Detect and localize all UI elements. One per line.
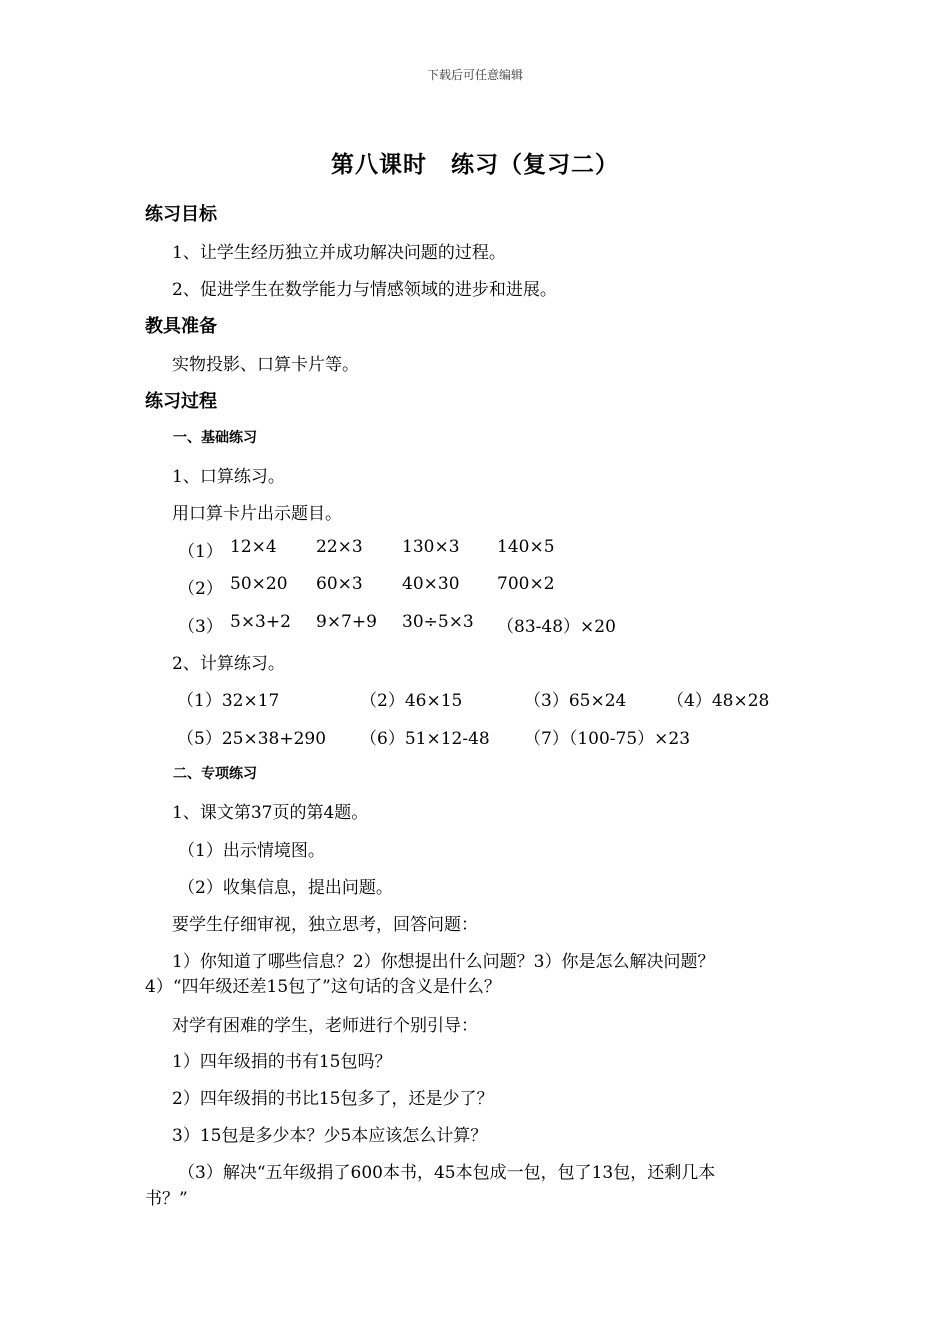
special-line-8: 1）四年级捐的书有15包吗？: [172, 1052, 392, 1072]
special-line-2: （1）出示情境图。: [178, 841, 325, 861]
oral-row-3-label: （3）: [178, 617, 223, 637]
special-line-11: （3）解决“五年级捐了600本书，45本包成一包，包了13包，还剩几本: [178, 1163, 716, 1183]
prep-text: 实物投影、口算卡片等。: [172, 355, 359, 375]
calc-row-2-a: （5）25×38+290: [177, 729, 327, 749]
special-line-6: 4）“四年级还差15包了”这句话的含义是什么？: [145, 977, 501, 997]
oral-row-3-d: （83-48）×20: [497, 617, 616, 637]
oral-title: 1、口算练习。: [172, 467, 285, 487]
oral-row-3-a: 5×3+2: [230, 612, 291, 632]
special-line-5: 1）你知道了哪些信息？2）你想提出什么问题？3）你是怎么解决问题？: [172, 952, 715, 972]
special-line-12: 书？”: [145, 1189, 188, 1209]
calc-row-1-a: （1）32×17: [177, 691, 280, 711]
oral-row-2-b: 60×3: [316, 574, 363, 594]
oral-row-1-b: 22×3: [316, 537, 363, 557]
oral-intro: 用口算卡片出示题目。: [172, 504, 342, 524]
goal-item-2: 2、促进学生在数学能力与情感领域的进步和进展。: [172, 280, 557, 300]
calc-row-1-c: （3）65×24: [524, 691, 627, 711]
calc-row-2-b: （6）51×12-48: [360, 729, 490, 749]
page-title: 第八课时 练习（复习二）: [331, 152, 619, 178]
oral-row-1-c: 130×3: [402, 537, 460, 557]
special-line-9: 2）四年级捐的书比15包多了，还是少了？: [172, 1089, 494, 1109]
oral-row-2-a: 50×20: [230, 574, 288, 594]
section-heading-process: 练习过程: [145, 391, 217, 412]
page-header: 下载后可任意编辑: [426, 68, 523, 82]
oral-row-2-d: 700×2: [497, 574, 555, 594]
calc-row-1-b: （2）46×15: [360, 691, 463, 711]
section-heading-goals: 练习目标: [145, 204, 217, 225]
oral-row-1-label: （1）: [178, 542, 223, 562]
subheading-basic: 一、基础练习: [173, 430, 257, 446]
oral-row-3-b: 9×7+9: [316, 612, 377, 632]
special-line-1: 1、课文第37页的第4题。: [172, 803, 369, 823]
oral-row-1-a: 12×4: [230, 537, 277, 557]
calc-title: 2、计算练习。: [172, 654, 285, 674]
goal-item-1: 1、让学生经历独立并成功解决问题的过程。: [172, 243, 506, 263]
oral-row-1-d: 140×5: [497, 537, 555, 557]
special-line-7: 对学有困难的学生，老师进行个别引导：: [172, 1016, 478, 1036]
oral-row-2-label: （2）: [178, 579, 223, 599]
calc-row-2-c: （7）（100-75）×23: [524, 729, 691, 749]
special-line-3: （2）收集信息，提出问题。: [178, 878, 393, 898]
section-heading-prep: 教具准备: [145, 316, 217, 337]
oral-row-3-c: 30÷5×3: [402, 612, 474, 632]
oral-row-2-c: 40×30: [402, 574, 460, 594]
special-line-4: 要学生仔细审视，独立思考，回答问题：: [172, 915, 478, 935]
special-line-10: 3）15包是多少本？少5本应该怎么计算？: [172, 1126, 488, 1146]
calc-row-1-d: （4）48×28: [667, 691, 770, 711]
subheading-special: 二、专项练习: [173, 766, 257, 782]
